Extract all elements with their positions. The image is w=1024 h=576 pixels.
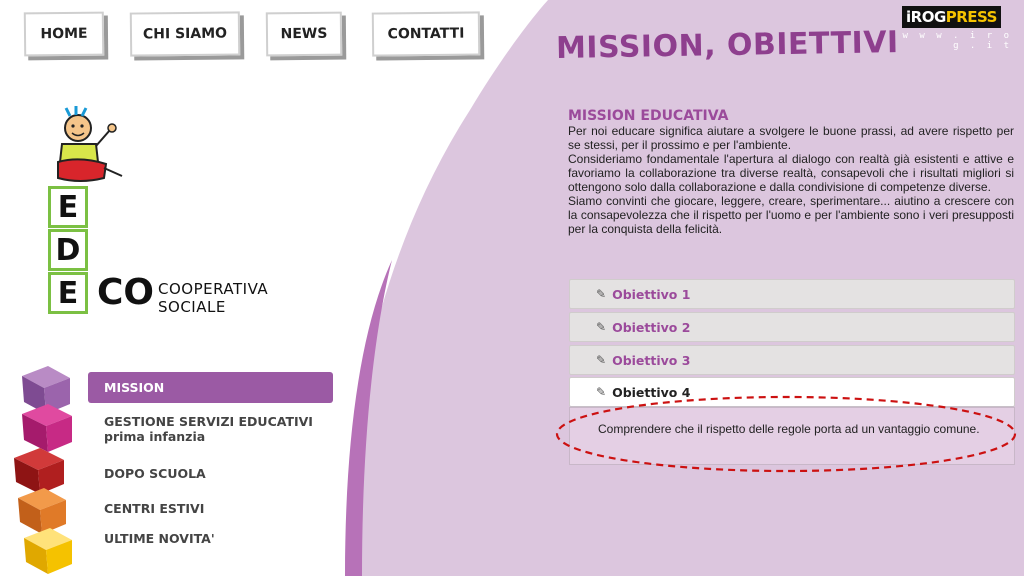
nav-home-button[interactable]: HOME: [24, 12, 104, 57]
edit-icon: ✎: [596, 385, 607, 399]
accordion-obiettivo-2[interactable]: [569, 312, 1015, 342]
accordion-label: Obiettivo 4: [612, 384, 691, 400]
sidebar-item-ultime-novita[interactable]: [104, 531, 215, 546]
nav-news-button[interactable]: NEWS: [266, 12, 342, 57]
sidebar-item-label: MISSION: [104, 380, 165, 395]
logo-co: CO: [97, 272, 155, 313]
sidebar-item-dopo-scuola[interactable]: [104, 466, 206, 481]
irogpress-watermark: [902, 6, 1012, 50]
accordion-label: Obiettivo 1: [612, 286, 691, 302]
sidebar-item-label: ULTIME NOVITA': [104, 531, 215, 546]
watermark-url: w w w . i r o g . i t: [902, 31, 1012, 51]
logo-letter-d: D: [48, 229, 88, 271]
logo-cooperativa-sociale: COOPERATIVA SOCIALE: [158, 280, 269, 316]
irogpress-logo: iROGPRESS: [902, 6, 1001, 28]
mission-paragraph: Siamo convinti che giocare, leggere, creare, sperimentare... aiutino a crescere con la consapevolezza che il rispetto per l'uomo e per l'ambiente sono i veri presupposti per la conquista della felicità.: [568, 194, 1014, 236]
accordion-label: Obiettivo 3: [612, 352, 691, 368]
accordion-obiettivo-1[interactable]: [569, 279, 1015, 309]
stacked-cubes-icon: [8, 362, 88, 576]
cube-yellow: [24, 528, 72, 574]
nav-contatti-button[interactable]: CONTATTI: [372, 11, 480, 56]
cube-magenta: [22, 404, 72, 452]
edit-icon: ✎: [596, 353, 607, 367]
accordion-panel-obiettivo-4: Comprendere che il rispetto delle regole porta ad un vantaggio comune.: [569, 407, 1015, 465]
mission-content: [568, 108, 1014, 236]
cube-red: [14, 448, 64, 494]
edeco-logo: [30, 100, 290, 330]
edit-icon: ✎: [596, 320, 607, 334]
highlight-ellipse: [552, 392, 1020, 476]
page-title: MISSION, OBIETTIVI: [555, 25, 899, 66]
logo-letter-e: E: [48, 186, 88, 228]
sidebar-item-centri-estivi[interactable]: [104, 501, 204, 516]
accordion-obiettivo-3[interactable]: [569, 345, 1015, 375]
mission-paragraph: Per noi educare significa aiutare a svolgere le buone prassi, ad avere rispetto per se stessi, per il prossimo e per l'ambiente.: [568, 124, 1014, 152]
edit-icon: ✎: [596, 287, 607, 301]
accordion-label: Obiettivo 2: [612, 319, 691, 335]
sidebar-item-label: DOPO SCUOLA: [104, 466, 206, 481]
sidebar-item-mission[interactable]: [88, 372, 333, 403]
cube-orange: [18, 488, 66, 534]
sidebar-item-label: CENTRI ESTIVI: [104, 501, 205, 516]
nav-chi-siamo-button[interactable]: CHI SIAMO: [130, 11, 240, 56]
sidebar-item-gestione-servizi[interactable]: [104, 414, 334, 444]
mission-heading: MISSION EDUCATIVA: [568, 108, 729, 124]
child-mascot-icon: [44, 100, 134, 195]
mission-paragraph: Consideriamo fondamentale l'apertura al dialogo con realtà già esistenti e attive e favoriamo la collaborazione tra diverse realtà, consapevoli che i risultati migliori si ottengono solo dalla collaborazione e dalla condivisione di competenze diverse.: [568, 152, 1014, 194]
sidebar-item-label: GESTIONE SERVIZI EDUCATIVI prima infanzia: [104, 414, 313, 444]
logo-letter-e: E: [48, 272, 88, 314]
